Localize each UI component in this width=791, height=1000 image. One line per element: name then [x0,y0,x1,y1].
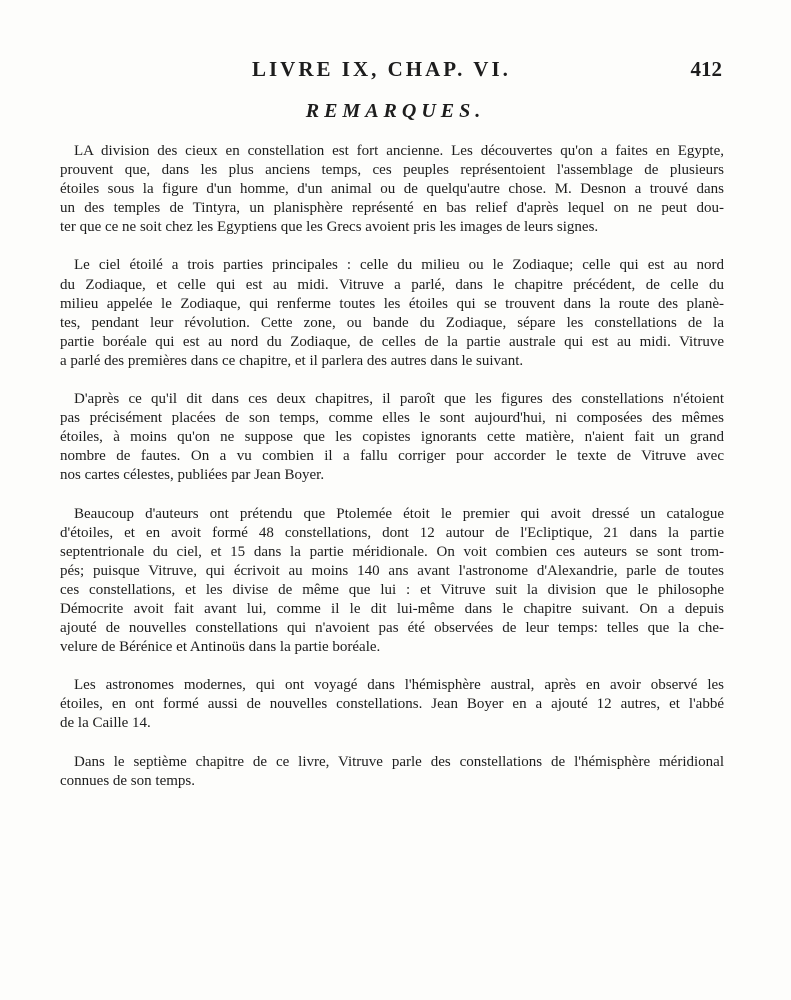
text-line: LA division des cieux en constellation est fort ancienne. Les découvertes qu'on a faites en Egypte, [74,143,724,159]
text-line: pas précisément placées de son temps, comme elles le sont aujourd'hui, ni composées des mêmes [60,410,724,427]
text-line: ajouté de nouvelles constellations qui n'avoient pas été observées de leur temps: telles que la che- [60,620,724,637]
paragraph [60,142,724,237]
text-line: Le ciel étoilé a trois parties principales : celle du milieu ou le Zodiaque; celle qui est au nord [74,257,724,274]
text-line: ces constellations, et les divise de même que lui : et Vitruve suit la division que le philosophe [60,581,724,598]
text-line: Beaucoup d'auteurs ont prétendu que Ptolemée étoit le premier qui avoit dressé un catalogue [74,505,724,522]
text-line: velure de Bérénice et Antinoüs dans la partie boréale. [60,639,381,656]
text-line: milieu appelée le Zodiaque, qui renferme toutes les étoiles qui se trouvent dans la route des planè- [60,295,724,312]
text-line: a parlé des premières dans ce chapitre, et il parlera des autres dans le suivant. [60,352,524,369]
body-text [60,142,724,810]
section-title: REMARQUES. [305,100,486,122]
text-line: nos cartes célestes, publiées par Jean Boyer. [60,467,325,484]
text-line: connues de son temps. [60,772,195,789]
text-line: prouvent que, dans les plus anciens temps, ces peuples représentoient l'assemblage de plusieurs [60,162,724,179]
text-line: du Zodiaque, et celle qui est au midi. Vitruve a parlé, dans le chapitre précédent, de celle du [60,276,724,293]
text-line: Démocrite avoit fait avant lui, comme il le dit lui-même dans le chapitre suivant. On a depuis [60,600,724,617]
text-line: d'étoiles, et en avoit formé 48 constellations, dont 12 autour de l'Ecliptique, 21 dans la partie [60,524,724,541]
text-line: Les astronomes modernes, qui ont voyagé dans l'hémisphère austral, après en avoir observé les [74,677,724,694]
text-line: étoiles, à moins qu'on ne suppose que les copistes ignorants cette matière, n'aient fait un grand [60,429,724,446]
text-line: D'après ce qu'il dit dans ces deux chapitres, il paroît que les figures des constellations n'étoient [74,391,724,408]
text-line: tes, pendant leur révolution. Cette zone, ou bande du Zodiaque, sépare les constellations de la [60,314,724,331]
text-line: partie boréale qui est au nord du Zodiaque, de celles de la partie australe qui est au midi. Vitruve [60,333,724,350]
running-head [252,57,722,85]
running-title: LIVRE IX, CHAP. VI. [252,57,511,81]
text-line: ter que ce ne soit chez les Egyptiens que les Grecs avoient pris les images de leurs signes. [60,219,599,236]
text-line: pés; puisque Vitruve, qui écrivoit au moins 140 ans avant l'astronome d'Alexandrie, parle de toutes [60,562,724,579]
paragraph [60,390,724,485]
paragraph [60,676,724,733]
text-line: septentrionale du ciel, et 15 dans la partie méridionale. On voit combien ces auteurs se sont trom- [60,543,724,560]
text-line: de la Caille 14. [60,715,151,732]
text-line: étoiles sous la figure d'un homme, d'un animal ou de quelqu'autre chose. M. Desnon a trouvé dans [60,181,724,198]
text-line: un des temples de Tintyra, un planisphère représenté en bas relief d'après lequel on ne peut dou- [60,200,724,217]
text-line: nombre de fautes. On a vu combien il a fallu corriger pour accorder le texte de Vitruve avec [60,448,724,465]
text-line: Dans le septième chapitre de ce livre, Vitruve parle des constellations de l'hémisphère méridional [74,753,724,770]
text-line: étoiles, en ont formé aussi de nouvelles constellations. Jean Boyer en a ajouté 12 autres, et l'abbé [60,696,724,713]
page-number: 412 [690,57,722,81]
paragraph [60,505,724,658]
paragraph [60,753,724,791]
paragraph [60,256,724,371]
